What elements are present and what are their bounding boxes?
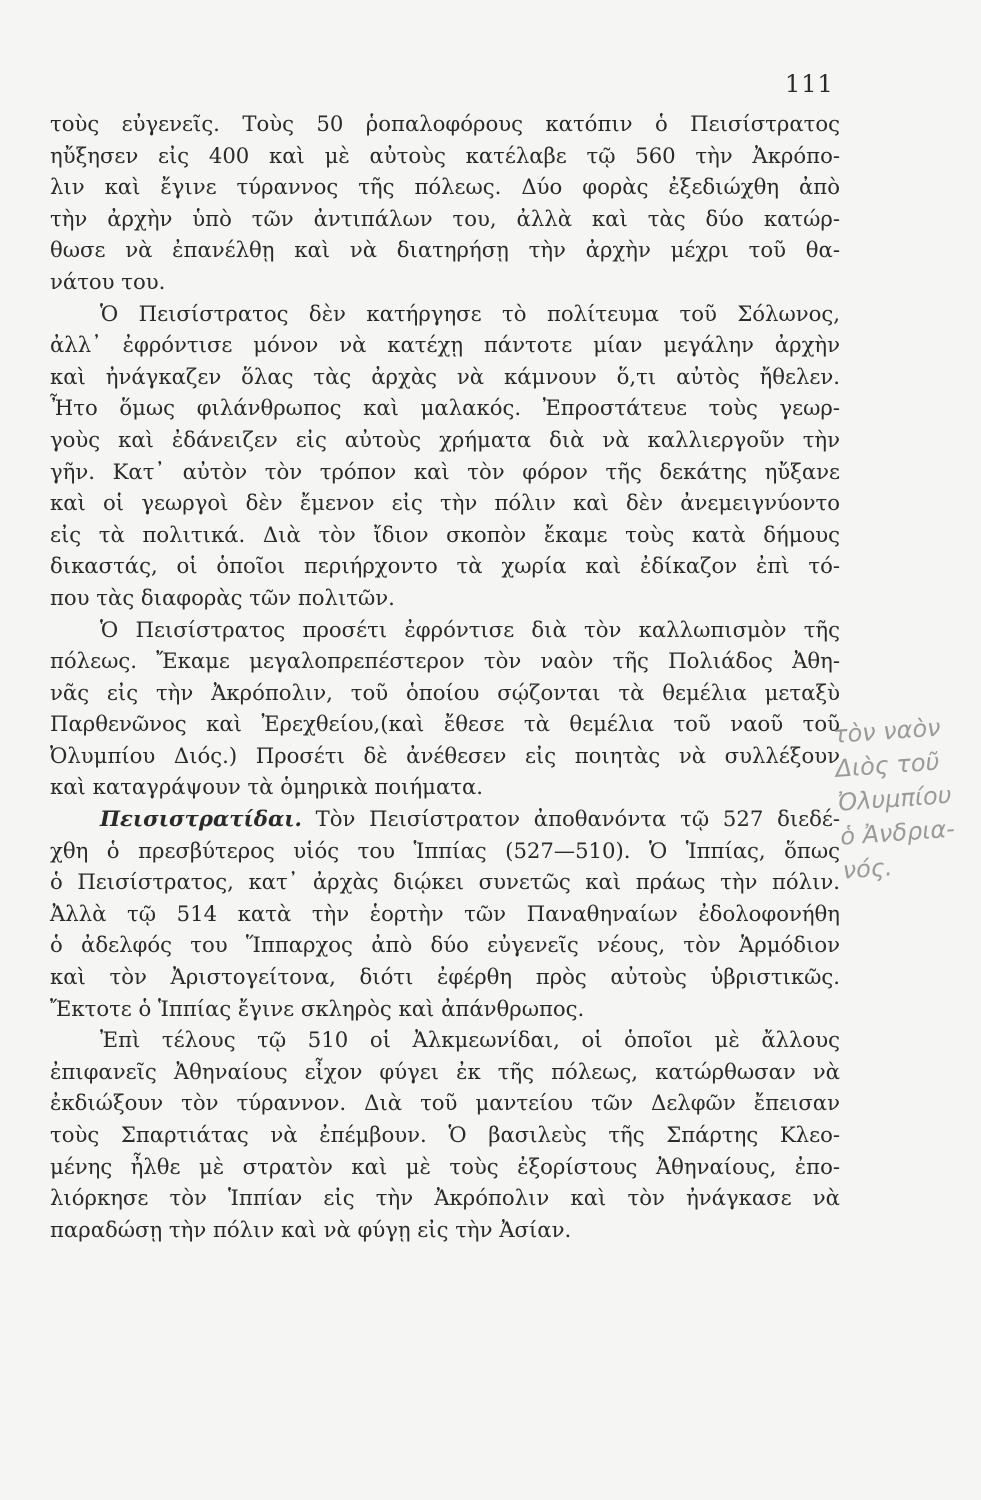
text-line: λιόρκησε τὸν Ἱππίαν εἰς τὴν Ἀκρόπολιν καὶ τὸν ἠνάγκασε νὰ: [50, 1185, 840, 1211]
margin-note-line: τὸν ναὸν: [832, 713, 942, 749]
margin-note-line: ὁ Ἀνδρια-: [839, 814, 956, 851]
text-line: χθη ὁ πρεσβύτερος υἱός του Ἱππίας (527—510). Ὁ Ἱππίας, ὅπως: [50, 837, 840, 863]
margin-note-line: νός.: [841, 853, 894, 885]
text-line: εἰς τὰ πολιτικά. Διὰ τὸν ἴδιον σκοπὸν ἔκαμε τοὺς κατὰ δήμους: [50, 521, 840, 547]
text-line: Ὁ Πεισίστρατος δὲν κατήργησε τὸ πολίτευμα τοῦ Σόλωνος,: [100, 300, 840, 326]
text-line-continuation: Τὸν Πεισίστρατον ἀποθανόντα τῷ 527 διεδέ-: [301, 806, 840, 832]
text-line: Ἀλλὰ τῷ 514 κατὰ τὴν ἑορτὴν τῶν Παναθηναίων ἐδολοφονήθη: [50, 900, 840, 926]
text-line: λιν καὶ ἔγινε τύραννος τῆς πόλεως. Δύο φορὰς ἐξεδιώχθη ἀπὸ: [50, 174, 840, 200]
section-heading: Πεισιστρατίδαι.: [100, 806, 302, 832]
text-line: θωσε νὰ ἐπανέλθῃ καὶ νὰ διατηρήσῃ τὴν ἀρχὴν μέχρι τοῦ θα-: [50, 237, 840, 263]
text-line: ὁ Πεισίστρατος, κατ᾽ ἀρχὰς διῴκει συνετῶς καὶ πράως τὴν πόλιν.: [50, 869, 840, 895]
text-line: δικαστάς, οἱ ὁποῖοι περιήρχοντο τὰ χωρία καὶ ἐδίκαζον ἐπὶ τό-: [50, 553, 840, 579]
text-line: πόλεως. Ἔκαμε μεγαλοπρεπέστερον τὸν ναὸν τῆς Πολιάδος Ἀθη-: [50, 648, 840, 674]
margin-note-line: Διὸς τοῦ: [834, 747, 941, 783]
text-line: [50, 803, 840, 835]
text-line: νάτου του.: [50, 268, 166, 294]
text-line: μένης ἦλθε μὲ στρατὸν καὶ μὲ τοὺς ἐξορίστους Ἀθηναίους, ἐπο-: [50, 1153, 840, 1179]
body-text: [50, 108, 840, 1245]
text-line: παραδώσῃ τὴν πόλιν καὶ νὰ φύγῃ εἰς τὴν Ἀσίαν.: [50, 1216, 572, 1242]
text-line: ὁ ἀδελφός του Ἵππαρχος ἀπὸ δύο εὐγενεῖς νέους, τὸν Ἁρμόδιον: [50, 932, 840, 958]
text-line: καὶ ἠνάγκαζεν ὅλας τὰς ἀρχὰς νὰ κάμνουν ὅ,τι αὐτὸς ἤθελεν.: [50, 363, 840, 389]
text-line: καὶ καταγράψουν τὰ ὁμηρικὰ ποιήματα.: [50, 774, 484, 800]
margin-note-line: Ὀλυμπίου: [836, 780, 953, 817]
text-line: Ὀλυμπίου Διός.) Προσέτι δὲ ἀνέθεσεν εἰς ποιητὰς νὰ συλλέξουν: [50, 742, 840, 768]
text-line: Ὁ Πεισίστρατος προσέτι ἐφρόντισε διὰ τὸν καλλωπισμὸν τῆς: [100, 616, 840, 642]
text-line: καὶ οἱ γεωργοὶ δὲν ἔμενον εἰς τὴν πόλιν καὶ δὲν ἀνεμειγνύοντο: [50, 490, 840, 516]
page-number: 111: [785, 70, 834, 98]
text-line: γῆν. Κατ᾽ αὐτὸν τὸν τρόπον καὶ τὸν φόρον τῆς δεκάτης ηὔξανε: [50, 458, 840, 484]
text-line: ἐκδιώξουν τὸν τύραννον. Διὰ τοῦ μαντείου τῶν Δελφῶν ἔπεισαν: [50, 1090, 840, 1116]
text-line: νᾶς εἰς τὴν Ἀκρόπολιν, τοῦ ὁποίου σῴζονται τὰ θεμέλια μεταξὺ: [50, 679, 840, 705]
text-line: τοὺς εὐγενεῖς. Τοὺς 50 ῥοπαλοφόρους κατόπιν ὁ Πεισίστρατος: [50, 111, 840, 136]
text-line: ἀλλ᾽ ἐφρόντισε μόνον νὰ κατέχῃ πάντοτε μίαν μεγάλην ἀρχὴν: [50, 332, 840, 358]
text-line: Παρθενῶνος καὶ Ἐρεχθείου,(καὶ ἔθεσε τὰ θεμέλια τοῦ ναοῦ τοῦ: [50, 711, 840, 737]
text-line: τὴν ἀρχὴν ὑπὸ τῶν ἀντιπάλων του, ἀλλὰ καὶ τὰς δύο κατώρ-: [50, 205, 840, 231]
text-line: Ἔκτοτε ὁ Ἱππίας ἔγινε σκληρὸς καὶ ἀπάνθρωπος.: [50, 995, 585, 1021]
text-line: Ἦτο ὅμως φιλάνθρωπος καὶ μαλακός. Ἐπροστάτευε τοὺς γεωρ-: [50, 395, 840, 421]
text-line: γοὺς καὶ ἐδάνειζεν εἰς αὐτοὺς χρήματα διὰ νὰ καλλιεργοῦν τὴν: [50, 426, 840, 452]
text-line: ἐπιφανεῖς Ἀθηναίους εἶχον φύγει ἐκ τῆς πόλεως, κατώρθωσαν νὰ: [50, 1058, 840, 1084]
text-line: που τὰς διαφορὰς τῶν πολιτῶν.: [50, 584, 395, 610]
text-line: καὶ τὸν Ἀριστογείτονα, διότι ἐφέρθη πρὸς αὐτοὺς ὑβριστικῶς.: [50, 964, 840, 990]
text-line: Ἐπὶ τέλους τῷ 510 οἱ Ἀλκμεωνίδαι, οἱ ὁποῖοι μὲ ἄλλους: [100, 1027, 840, 1053]
text-line: τοὺς Σπαρτιάτας νὰ ἐπέμβουν. Ὁ βασιλεὺς τῆς Σπάρτης Κλεο-: [50, 1122, 840, 1147]
handwritten-margin-note: [832, 708, 981, 887]
text-line: ηὔξησεν εἰς 400 καὶ μὲ αὐτοὺς κατέλαβε τῷ 560 τὴν Ἀκρόπο-: [50, 142, 840, 168]
